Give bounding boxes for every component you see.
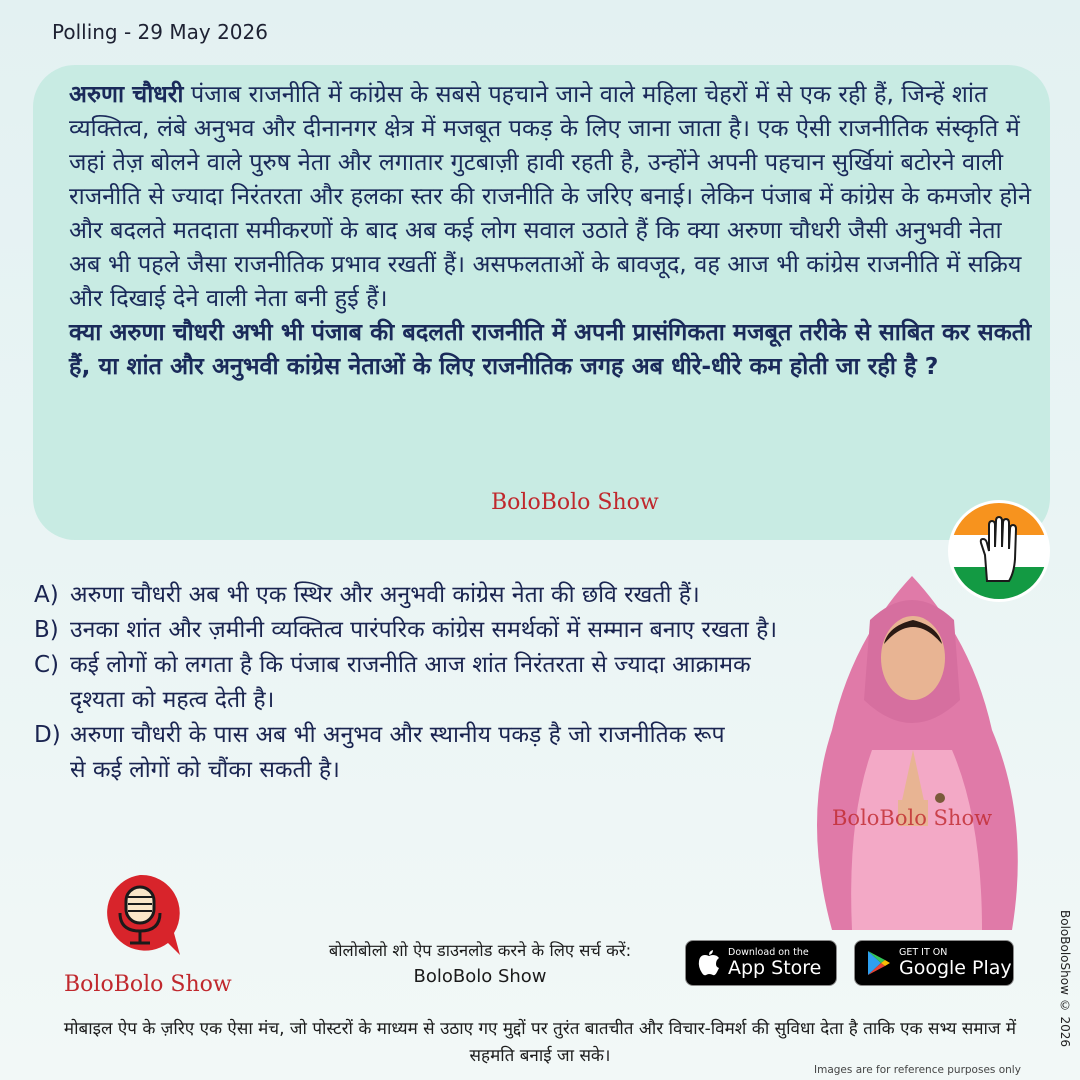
option-a[interactable] [34, 578, 814, 613]
google-play-icon [867, 950, 891, 976]
apple-badge-big-text: App Store [728, 957, 822, 979]
poll-date: Polling - 29 May 2026 [52, 20, 268, 44]
leader-portrait [792, 570, 1036, 930]
option-letter: D) [34, 722, 61, 748]
image-disclaimer: Images are for reference purposes only [814, 1064, 1021, 1076]
google-badge-small-text: GET IT ON [899, 947, 948, 958]
card-intro: पंजाब राजनीति में कांग्रेस के सबसे पहचाने जाने वाले महिला चेहरों में से एक रही हैं, जिन्हें शांत व्यक्तित्व, लंबे अनुभव और दीनानगर क्षेत्र में मजबूत पकड़ के लिए जाना जाता है। एक ऐसी राजनीतिक संस्कृति में जहां तेज़ बोलने वाले पुरुष नेता और लगातार गुटबाज़ी हावी रहती है, उन्होंने अपनी पहचान सुर्खियां बटोरने वाली राजनीति से ज्यादा निरंतरता और हलका स्तर की राजनीति के जरिए बनाई। लेकिन पंजाब में कांग्रेस के कमजोर होने और बदलते मतदाता समीकरणों के बाद अब कई लोग सवाल उठाते हैं कि क्या अरुणा चौधरी जैसी अनुभवी नेता अब भी पहले जैसा राजनीतिक प्रभाव रखतीं हैं। असफलताओं के बावजूद, वह आज भी कांग्रेस राजनीति में सक्रिय और दिखाई देने वाली नेता बनी हुई हैं। [69, 80, 1032, 312]
download-prompt [275, 938, 685, 990]
download-instruction: बोलोबोलो शो ऐप डाउनलोड करने के लिए सर्च करें: [328, 941, 632, 960]
card-description [69, 77, 1040, 315]
poll-question: क्या अरुणा चौधरी अभी भी पंजाब की बदलती राजनीति में अपनी प्रासंगिकता मजबूत तरीके से साबित कर सकती हैं, या शांत और अनुभवी कांग्रेस नेताओं के लिए राजनीतिक जगह अब धीरे-धीरे कम होती जा रही है ? [69, 318, 1032, 380]
option-d[interactable] [34, 718, 814, 788]
bolobolo-mic-logo-icon [98, 873, 182, 957]
option-letter: A) [34, 582, 59, 608]
google-play-badge[interactable] [854, 940, 1014, 986]
option-text: उनका शांत और ज़मीनी व्यक्तित्व पारंपरिक कांग्रेस समर्थकों में सम्मान बनाए रखता है। [70, 617, 778, 643]
apple-icon [698, 950, 720, 976]
apple-badge-small-text: Download on the [728, 947, 809, 958]
google-badge-big-text: Google Play [899, 957, 1012, 979]
option-text: अरुणा चौधरी अब भी एक स्थिर और अनुभवी कांग्रेस नेता की छवि रखती हैं। [70, 582, 700, 608]
app-store-badge[interactable] [685, 940, 837, 986]
option-letter: C) [34, 652, 60, 678]
option-text: अरुणा चौधरी के पास अब भी अनुभव और स्थानीय पकड़ है जो राजनीतिक रूप से कई लोगों को चौंका सकती है। [70, 722, 725, 783]
footer-description: मोबाइल ऐप के ज़रिए एक ऐसा मंच, जो पोस्टरों के माध्यम से उठाए गए मुद्दों पर तुरंत बातचीत और विचार-विमर्श की सुविधा देता है ताकि एक सभ्य समाज में सहमति बनाई जा सके। [63, 1019, 1017, 1066]
copyright-text: BoloBoloShow © 2026 [1058, 910, 1072, 1048]
option-text: कई लोगों को लगता है कि पंजाब राजनीति आज शांत निरंतरता से ज्यादा आक्रामक दृश्यता को महत्व देती है। [70, 652, 751, 713]
portrait-watermark: BoloBolo Show [832, 806, 993, 830]
leader-name: अरुणा चौधरी [69, 80, 184, 108]
card-watermark: BoloBolo Show [491, 490, 659, 515]
poll-options [34, 578, 814, 788]
bolobolo-logo-text: BoloBolo Show [64, 972, 232, 997]
option-c[interactable] [34, 648, 814, 718]
app-name: BoloBolo Show [413, 966, 547, 987]
description-card [33, 65, 1050, 540]
option-b[interactable] [34, 613, 814, 648]
option-letter: B) [34, 617, 59, 643]
